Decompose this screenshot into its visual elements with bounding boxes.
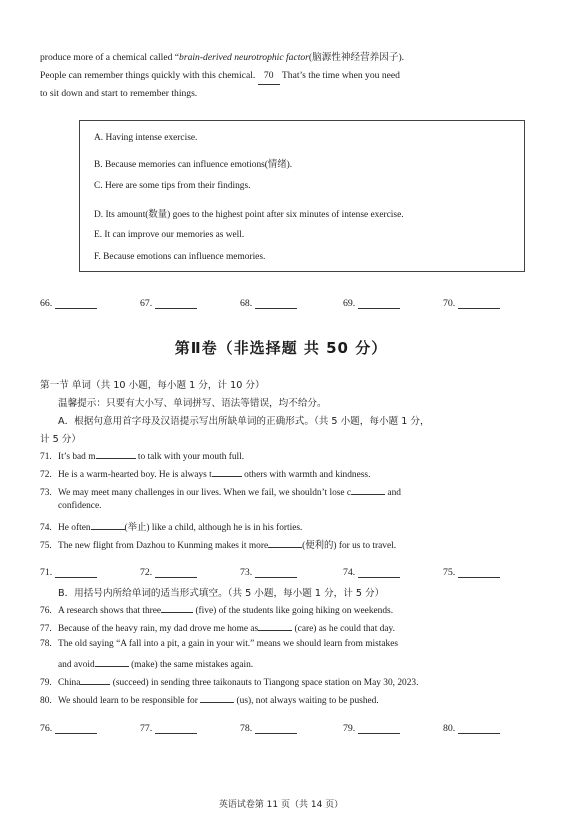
option-f: F. Because emotions can influence memories.: [94, 252, 266, 262]
answer-number: 80.: [443, 723, 456, 734]
answer-blank[interactable]: [91, 520, 125, 530]
answer-slot[interactable]: [343, 567, 400, 578]
question-text: He often: [58, 523, 91, 533]
answer-blank[interactable]: [200, 693, 234, 703]
passage-text: People can remember things quickly with this chemical.: [40, 70, 256, 81]
answer-number: 76.: [40, 723, 53, 734]
question-number: 78.: [40, 639, 52, 649]
answer-number: 72.: [140, 567, 153, 578]
question-text: (succeed) in sending three taikonauts to Tiangong space station on May 30, 2023.: [112, 678, 419, 688]
passage-line-3: to sit down and start to remember things.: [40, 88, 198, 99]
question-text: The old saying “A fall into a pit, a gain in your wit.” means we should learn from mistakes: [58, 639, 399, 649]
answer-number: 66.: [40, 298, 53, 309]
question-text: to talk with your mouth full.: [137, 452, 245, 462]
answer-slot[interactable]: [140, 567, 197, 578]
question-80: [40, 693, 379, 706]
answer-blank[interactable]: [80, 675, 110, 685]
answer-number: 74.: [343, 567, 356, 578]
option-a: A. Having intense exercise.: [94, 133, 198, 143]
question-77: [40, 621, 395, 634]
answer-number: 68.: [240, 298, 253, 309]
question-text: China: [58, 678, 81, 688]
question-text: The new flight from Dazhou to Kunming makes it more: [58, 541, 269, 551]
question-number: 80.: [40, 696, 52, 706]
question-number: 79.: [40, 678, 52, 688]
answer-blank[interactable]: [96, 449, 136, 459]
question-text: others with warmth and kindness.: [244, 470, 371, 480]
answer-slot[interactable]: [343, 298, 400, 309]
option-b: B. Because memories can influence emotions(情绪).: [94, 160, 293, 170]
answer-slot[interactable]: [240, 298, 297, 309]
answer-blank[interactable]: [212, 467, 242, 477]
answer-slot[interactable]: [443, 567, 500, 578]
answer-blank[interactable]: [161, 603, 193, 613]
passage-line-2: [40, 68, 560, 85]
blank-70: 70: [258, 68, 280, 85]
answer-slot[interactable]: [140, 723, 197, 734]
answer-slot[interactable]: [240, 723, 297, 734]
question-text: We should learn to be responsible for: [58, 696, 198, 706]
passage-text: (脑源性神经营养因子).: [308, 52, 405, 63]
question-text: confidence.: [58, 501, 102, 511]
answer-number: 70.: [443, 298, 456, 309]
question-76: [40, 603, 393, 616]
question-79: [40, 675, 418, 688]
passage-text: produce more of a chemical called “: [40, 52, 180, 63]
part-a-instruction: A．根据句意用首字母及汉语提示写出所缺单词的正确形式。（共 5 小题，每小题 1 分，: [58, 416, 430, 427]
answer-number: 75.: [443, 567, 456, 578]
question-number: 73.: [40, 488, 52, 498]
question-text: He is a warm-hearted boy. He is always t: [58, 470, 212, 480]
answer-slot[interactable]: [140, 298, 197, 309]
question-number: 77.: [40, 624, 52, 634]
question-number: 71.: [40, 452, 52, 462]
question-text: and avoid: [58, 660, 95, 670]
question-text: (举止) like a child, although he is in his forties.: [124, 523, 303, 533]
question-text: (five) of the students like going hiking on weekends.: [195, 606, 394, 616]
passage-italic-term: brain-derived neurotrophic factor: [179, 52, 309, 63]
question-73-cont: [40, 501, 101, 511]
passage-line-1: [40, 50, 560, 66]
question-text: and: [387, 488, 401, 498]
section-1-heading: 第一节 单词（共 10 小题，每小题 1 分，计 10 分）: [40, 380, 265, 391]
question-71: [40, 449, 244, 462]
answer-number: 69.: [343, 298, 356, 309]
option-c: C. Here are some tips from their findings.: [94, 181, 251, 191]
part-2-title: 第Ⅱ卷（非选择题 共 50 分）: [174, 339, 388, 357]
options-box: [79, 120, 525, 272]
answer-slot[interactable]: [240, 567, 297, 578]
answer-number: 71.: [40, 567, 53, 578]
option-e: E. It can improve our memories as well.: [94, 230, 245, 240]
part-a-instruction-cont: 计 5 分）: [40, 434, 81, 445]
answer-number: 73.: [240, 567, 253, 578]
answer-number: 77.: [140, 723, 153, 734]
answer-blank[interactable]: [268, 538, 302, 548]
part-b-instruction: B．用括号内所给单词的适当形式填空。（共 5 小题，每小题 1 分，计 5 分）: [58, 588, 385, 599]
answer-slot[interactable]: [40, 723, 97, 734]
answer-blank[interactable]: [258, 621, 292, 631]
answer-slot[interactable]: [443, 723, 500, 734]
question-text: A research shows that three: [58, 606, 162, 616]
question-78: [40, 639, 398, 649]
question-text: (便利的) for us to travel.: [302, 541, 397, 551]
answer-slot[interactable]: [443, 298, 500, 309]
question-78-cont: [40, 657, 253, 670]
page-footer: 英语试卷第 11 页（共 14 页）: [218, 800, 344, 810]
answer-slot[interactable]: [40, 298, 97, 309]
answer-number: 79.: [343, 723, 356, 734]
answer-blank[interactable]: [351, 485, 385, 495]
question-number: 74.: [40, 523, 52, 533]
passage-text: That’s the time when you need: [281, 70, 400, 81]
question-74: [40, 519, 302, 533]
option-d: D. Its amount(数量) goes to the highest point after six minutes of intense exercise.: [94, 210, 404, 220]
answer-slot[interactable]: [40, 567, 97, 578]
answer-number: 78.: [240, 723, 253, 734]
answer-blank[interactable]: [95, 657, 129, 667]
question-text: (us), not always waiting to be pushed.: [236, 696, 379, 706]
question-number: 75.: [40, 541, 52, 551]
question-72: [40, 467, 370, 480]
section-1-tip: 温馨提示：只要有大小写、单词拼写、语法等错误，均不给分。: [58, 398, 327, 409]
question-text: We may meet many challenges in our lives. When we fail, we shouldn’t lose c: [58, 488, 352, 498]
question-number: 76.: [40, 606, 52, 616]
question-73: [40, 485, 401, 498]
question-text: (care) as he could that day.: [294, 624, 395, 634]
question-text: Because of the heavy rain, my dad drove me home as: [58, 624, 259, 634]
answer-number: 67.: [140, 298, 153, 309]
answer-slot[interactable]: [343, 723, 400, 734]
question-number: 72.: [40, 470, 52, 480]
question-text: It’s bad m: [58, 452, 96, 462]
question-75: [40, 537, 396, 551]
question-text: (make) the same mistakes again.: [131, 660, 254, 670]
